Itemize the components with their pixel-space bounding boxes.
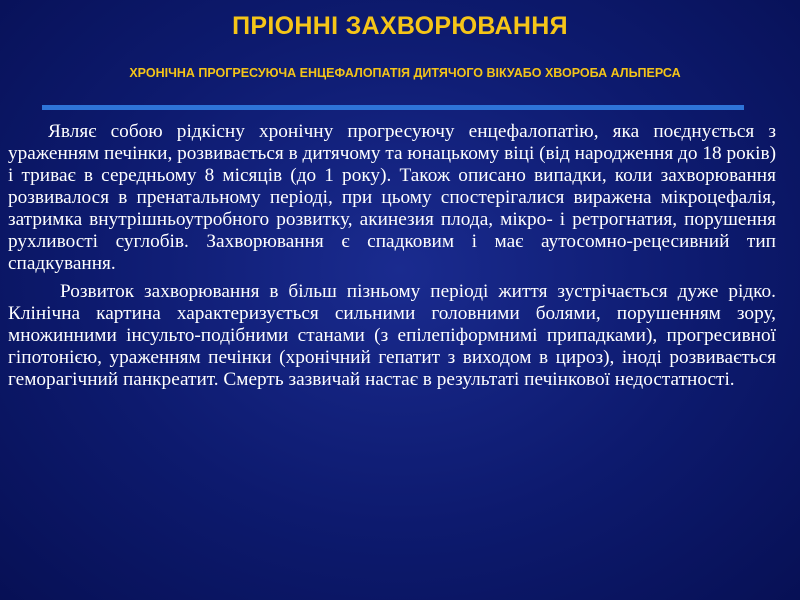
slide-subtitle: ХРОНІЧНА ПРОГРЕСУЮЧА ЕНЦЕФАЛОПАТІЯ ДИТЯЧОГО ВІКУАБО ХВОРОБА АЛЬПЕРСА — [129, 66, 681, 80]
slide-title: ПРІОННІ ЗАХВОРЮВАННЯ — [232, 12, 568, 40]
slide-body — [8, 121, 776, 397]
body-paragraph: Являє собою рідкісну хронічну прогресуючу енцефалопатію, яка поєднується з ураженням печінки, розвивається в дитячому та юнацькому віці (від народження до 18 років) і триває в середньому 8 місяців (до 1 року). Також описано випадки, коли захворювання розвивалося в пренатальному періоді, при цьому спостерігалися виражена мікроцефалія, затримка внутрішньоутробного розвитку, акинезия плода, мікро- і ретрогнатия, порушення рухливості суглобів. Захворювання є спадковим і має аутосомно-рецесивний тип спадкування. — [8, 121, 776, 274]
body-paragraph: Розвиток захворювання в більш пізньому періоді життя зустрічається дуже рідко. Клінічна картина характеризується сильними головними болями, порушенням зору, множинними інсульто-подібними станами (з епілепіформнимі припадками), прогресивної гіпотонією, ураженням печінки (хронічний гепатит з виходом в цироз), іноді розвивається геморагічний панкреатит. Смерть зазвичай настає в результаті печінкової недостатності. — [8, 281, 776, 390]
title-divider — [42, 105, 744, 110]
